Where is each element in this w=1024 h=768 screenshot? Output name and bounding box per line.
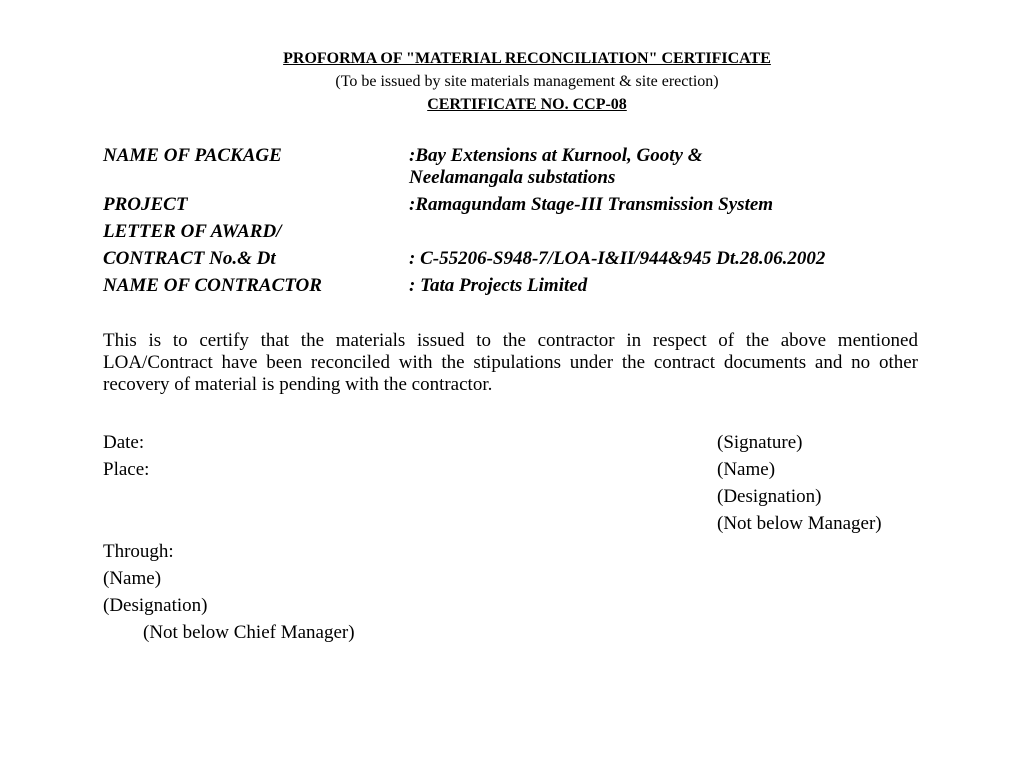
signature-placeholder: (Signature) bbox=[717, 432, 803, 453]
signatory-block bbox=[717, 429, 882, 537]
package-value-line2: Neelamangala substations bbox=[409, 167, 616, 188]
loa-label: LETTER OF AWARD/ bbox=[103, 221, 282, 242]
contractor-value: : Tata Projects Limited bbox=[409, 275, 588, 296]
page-title: PROFORMA OF "MATERIAL RECONCILIATION" CERTIFICATE bbox=[283, 50, 771, 67]
date-label: Date: bbox=[103, 432, 145, 453]
contract-label: CONTRACT No.& Dt bbox=[103, 248, 276, 269]
through-designation-placeholder: (Designation) bbox=[103, 595, 208, 616]
through-name-placeholder: (Name) bbox=[103, 568, 162, 589]
contract-row bbox=[103, 248, 943, 275]
through-rank-note: (Not below Chief Manager) bbox=[143, 622, 355, 643]
details-fields bbox=[103, 145, 943, 302]
name-placeholder: (Name) bbox=[717, 459, 776, 480]
page-subtitle: (To be issued by site materials management & site erection) bbox=[335, 73, 719, 90]
contract-value: : C-55206-S948-7/LOA-I&II/944&945 Dt.28.06.2002 bbox=[409, 248, 826, 269]
project-value: :Ramagundam Stage-III Transmission System bbox=[409, 194, 774, 215]
designation-placeholder: (Designation) bbox=[717, 486, 822, 507]
package-value-line1: :Bay Extensions at Kurnool, Gooty & bbox=[409, 145, 703, 166]
certificate-number: CERTIFICATE NO. CCP-08 bbox=[427, 96, 627, 113]
project-label: PROJECT bbox=[103, 194, 188, 215]
through-block bbox=[103, 538, 355, 646]
package-value bbox=[409, 145, 703, 189]
date-place-block bbox=[103, 429, 149, 483]
contractor-row bbox=[103, 275, 943, 302]
contractor-label: NAME OF CONTRACTOR bbox=[103, 275, 322, 296]
package-label: NAME OF PACKAGE bbox=[103, 145, 282, 166]
certification-statement: This is to certify that the materials issued to the contractor in respect of the above mentioned LOA/Contract have been reconciled with the stipulations under the contract documents and no other recovery of material is pending with the contractor. bbox=[103, 330, 918, 395]
project-row bbox=[103, 194, 943, 221]
package-row bbox=[103, 145, 943, 194]
loa-row bbox=[103, 221, 943, 248]
rank-note: (Not below Manager) bbox=[717, 513, 882, 534]
certificate-header bbox=[0, 47, 1024, 116]
place-label: Place: bbox=[103, 459, 150, 480]
through-label: Through: bbox=[103, 541, 174, 562]
